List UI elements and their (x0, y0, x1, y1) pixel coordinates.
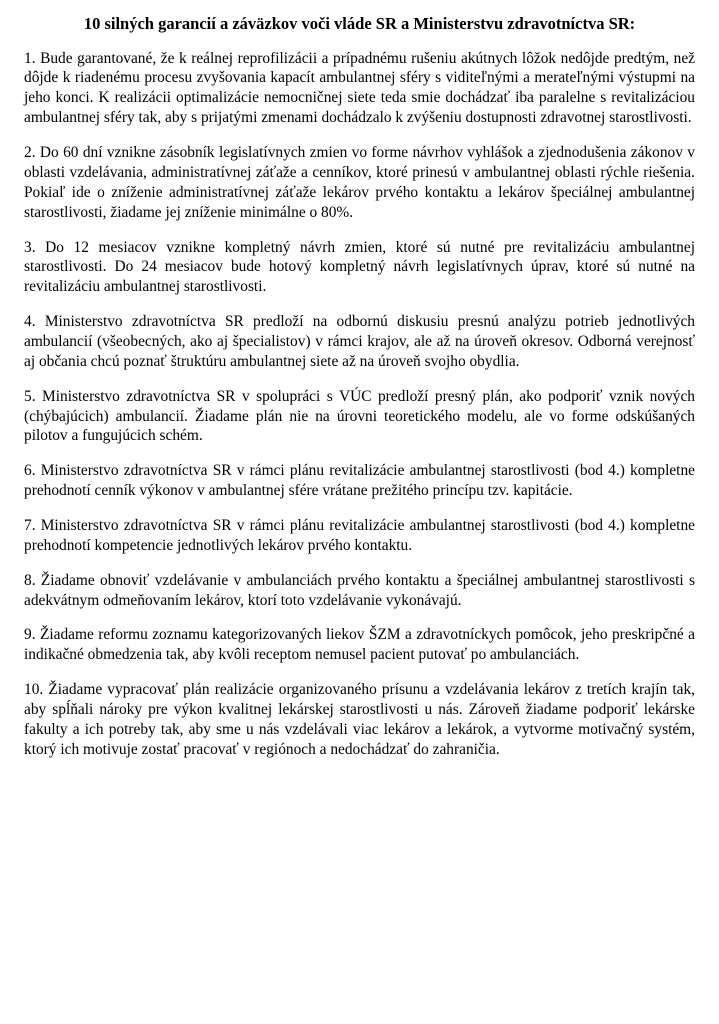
paragraph-10: 10. Žiadame vypracovať plán realizácie organizovaného prísunu a vzdelávania lekárov z tretích krajín tak, aby spĺňali nároky pre výkon kvalitnej lekárskej starostlivosti u nás. Zároveň žiadame podporiť lekárske fakulty a ich potreby tak, aby sme u nás vzdelávali viac lekárov a lekárok, a vytvorme motivačný systém, ktorý ich motivuje zostať pracovať v regiónoch a nedochádzať do zahraničia. (24, 681, 695, 758)
paragraph-1: 1. Bude garantované, že k reálnej reprofilizácii a prípadnému rušeniu akútnych lôžok nedôjde predtým, než dôjde k riadenému procesu zvyšovania kapacít ambulantnej sféry s viditeľnými a merateľnými výstupmi na jeho konci. K realizácii optimalizácie nemocničnej siete teda smie dochádzať iba paralelne s revitalizáciou ambulantnej sféry tak, aby s prijatými zmenami dochádzalo k zvýšeniu dostupnosti zdravotnej starostlivosti. (24, 49, 695, 127)
paragraph-7: 7. Ministerstvo zdravotníctva SR v rámci plánu revitalizácie ambulantnej starostlivosti (bod 4.) kompletne prehodnotí kompetencie jednotlivých lekárov prvého kontaktu. (24, 516, 695, 554)
paragraph-9: 9. Žiadame reformu zoznamu kategorizovaných liekov ŠZM a zdravotníckych pomôcok, jeho preskripčné a indikačné obmedzenia tak, aby kvôli receptom nemusel pacient putovať po ambulanciách. (24, 626, 695, 664)
paragraph-3: 3. Do 12 mesiacov vznikne kompletný návrh zmien, ktoré sú nutné pre revitalizáciu ambulantnej starostlivosti. Do 24 mesiacov bude hotový kompletný návrh legislatívnych úprav, ktoré sú nutné na revitalizáciu ambulantnej starostlivosti. (24, 238, 695, 296)
paragraph-6: 6. Ministerstvo zdravotníctva SR v rámci plánu revitalizácie ambulantnej starostlivosti (bod 4.) kompletne prehodnotí cenník výkonov v ambulantnej sfére vrátane prežitého princípu tzv. kapitácie. (24, 462, 695, 500)
page-title: 10 silných garancií a záväzkov voči vláde SR a Ministerstvu zdravotníctva SR: (83, 14, 636, 33)
paragraph-2: 2. Do 60 dní vznikne zásobník legislatívnych zmien vo forme návrhov vyhlášok a zjednodušenia zákonov v oblasti vzdelávania, administratívnej záťaže a cenníkov, ktoré prinesú v ambulantnej oblasti rýchle riešenia. Pokiaľ ide o zníženie administratívnej záťaže lekárov prvého kontaktu a lekárov špeciálnej ambulantnej starostlivosti, žiadame jej zníženie minimálne o 80%. (24, 144, 695, 221)
paragraph-4: 4. Ministerstvo zdravotníctva SR predloží na odbornú diskusiu presnú analýzu potrieb jednotlivých ambulancií (všeobecných, ako aj špecialistov) v rámci krajov, ale až na úroveň okresov. Odborná verejnosť aj občania chcú poznať štruktúru ambulantnej siete až na úroveň svojho obydlia. (24, 313, 695, 370)
paragraph-5: 5. Ministerstvo zdravotníctva SR v spolupráci s VÚC predloží presný plán, ako podporiť vznik nových (chýbajúcich) ambulancií. Žiadame plán nie na úrovni teoretického modelu, ale vo forme odskúšaných pilotov a fungujúcich schém. (24, 387, 695, 445)
paragraph-8: 8. Žiadame obnoviť vzdelávanie v ambulanciách prvého kontaktu a špeciálnej ambulantnej starostlivosti s adekvátnym odmeňovaním lekárov, ktorí toto vzdelávanie vykonávajú. (24, 571, 695, 609)
